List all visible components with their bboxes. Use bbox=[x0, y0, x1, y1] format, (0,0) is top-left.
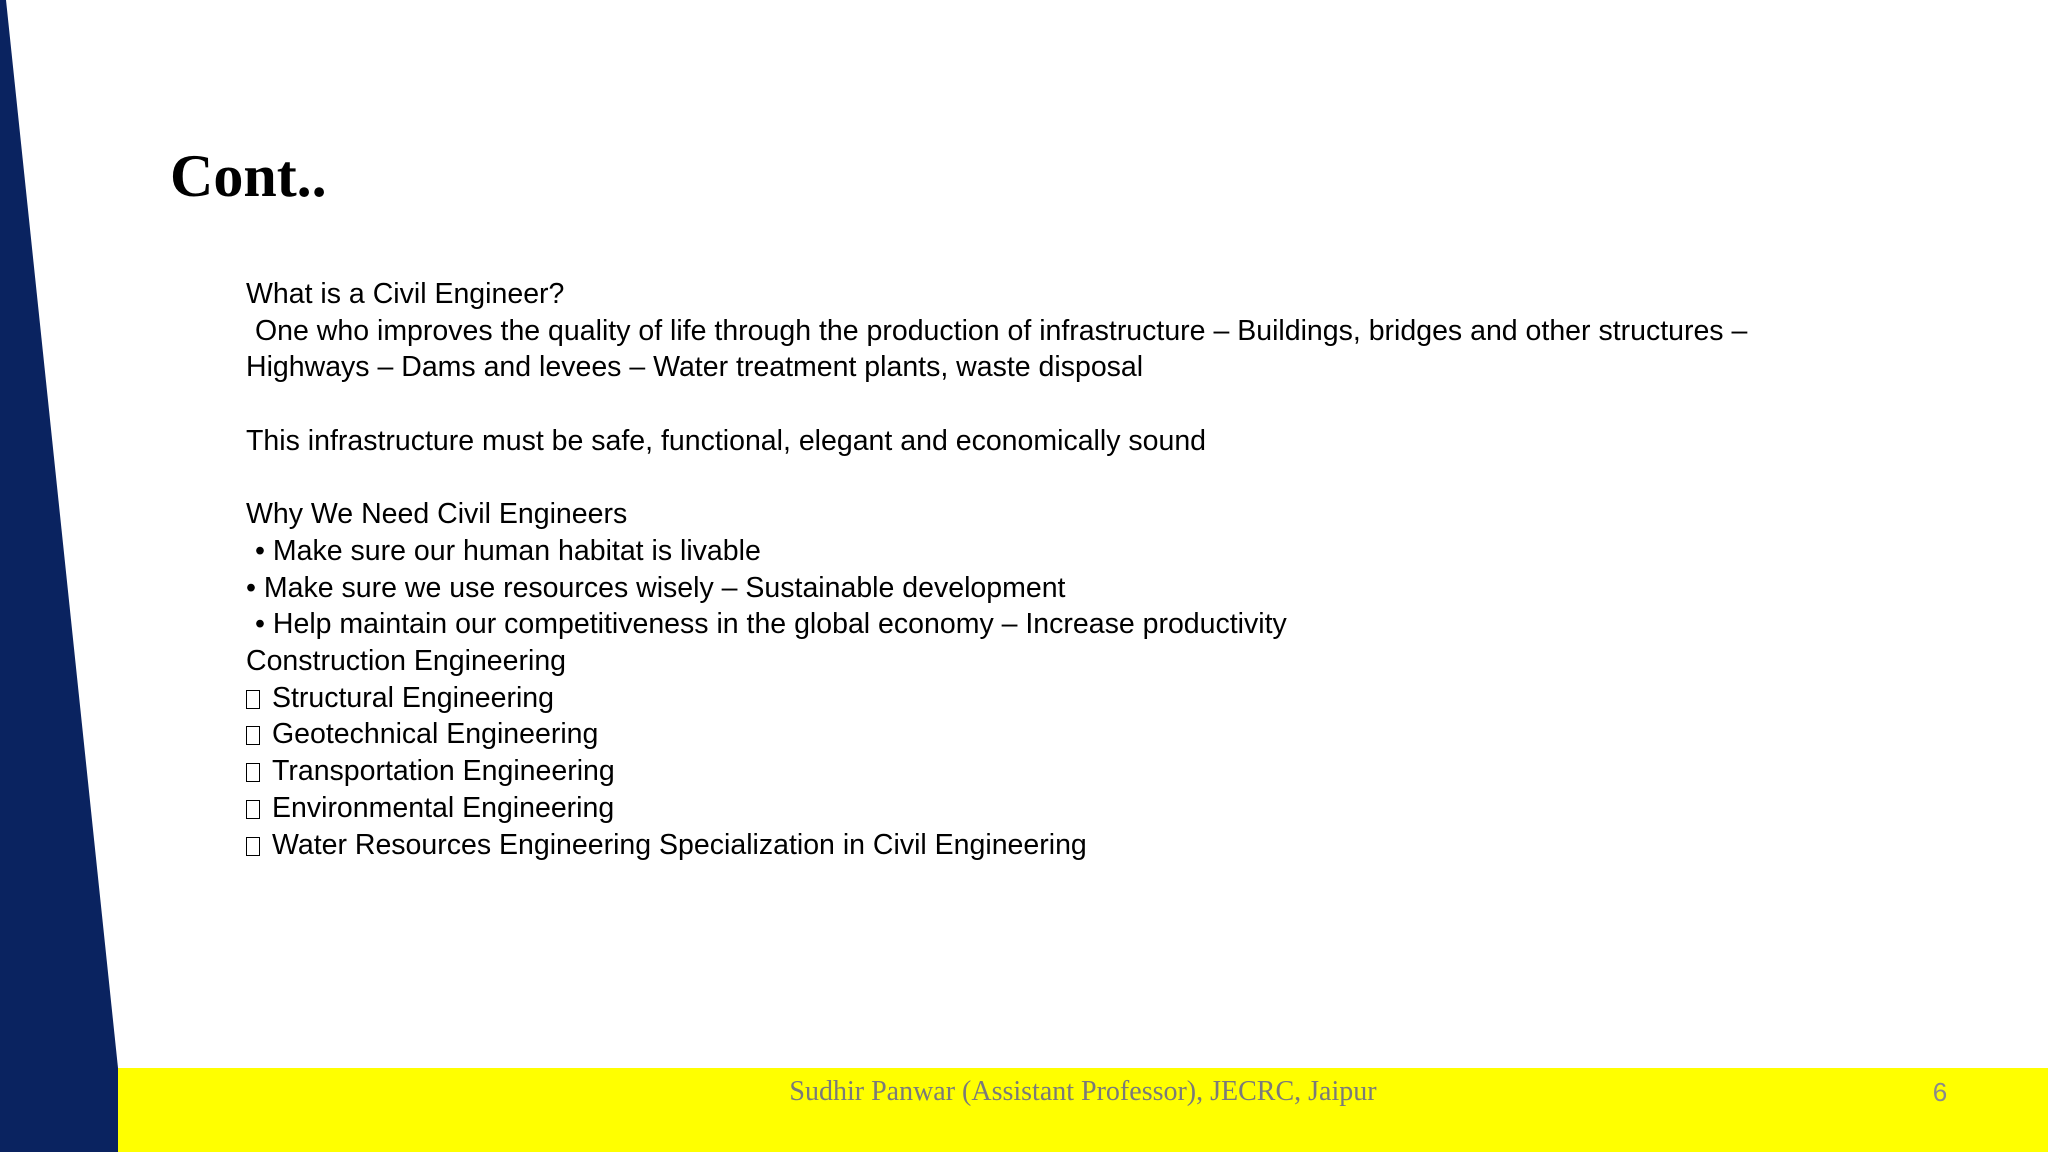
specialization-item bbox=[246, 716, 1886, 753]
checkbox-glyph-icon bbox=[246, 837, 260, 856]
spacer bbox=[246, 460, 1886, 497]
checkbox-glyph-icon bbox=[246, 800, 260, 819]
why-point: • Make sure we use resources wisely – Sustainable development bbox=[246, 571, 1066, 604]
specialization-item bbox=[246, 753, 1886, 790]
construction-heading: Construction Engineering bbox=[246, 645, 567, 677]
checkbox-glyph-icon bbox=[246, 726, 260, 745]
slide-title: Cont.. bbox=[170, 143, 327, 209]
specialization-label: Environmental Engineering bbox=[272, 791, 615, 824]
why-point: • Make sure our human habitat is livable bbox=[255, 534, 761, 567]
specialization-label: Structural Engineering bbox=[272, 681, 554, 714]
slide-body bbox=[246, 276, 1886, 863]
specialization-label: Geotechnical Engineering bbox=[272, 718, 599, 751]
footer-author: Sudhir Panwar (Assistant Professor), JECRC, Jaipur bbox=[789, 1076, 1377, 1107]
page-number: 6 bbox=[1932, 1077, 1948, 1107]
specialization-item bbox=[246, 680, 1886, 717]
infrastructure-note: This infrastructure must be safe, functional, elegant and economically sound bbox=[246, 424, 1207, 457]
definition-line-2: Highways – Dams and levees – Water treatment plants, waste disposal bbox=[246, 351, 1144, 384]
specialization-item bbox=[246, 827, 1886, 864]
spacer bbox=[246, 386, 1886, 423]
checkbox-glyph-icon bbox=[246, 763, 260, 782]
question-heading: What is a Civil Engineer? bbox=[246, 278, 565, 310]
checkbox-glyph-icon bbox=[246, 690, 260, 709]
definition-line-1: One who improves the quality of life through the production of infrastructure – Buildings, bridges and other structures – bbox=[255, 314, 1748, 347]
specialization-label: Water Resources Engineering Specialization in Civil Engineering bbox=[272, 828, 1087, 861]
specialization-label: Transportation Engineering bbox=[272, 755, 615, 788]
why-heading: Why We Need Civil Engineers bbox=[246, 498, 628, 531]
specialization-item bbox=[246, 790, 1886, 827]
why-point: • Help maintain our competitiveness in the global economy – Increase productivity bbox=[255, 608, 1287, 641]
